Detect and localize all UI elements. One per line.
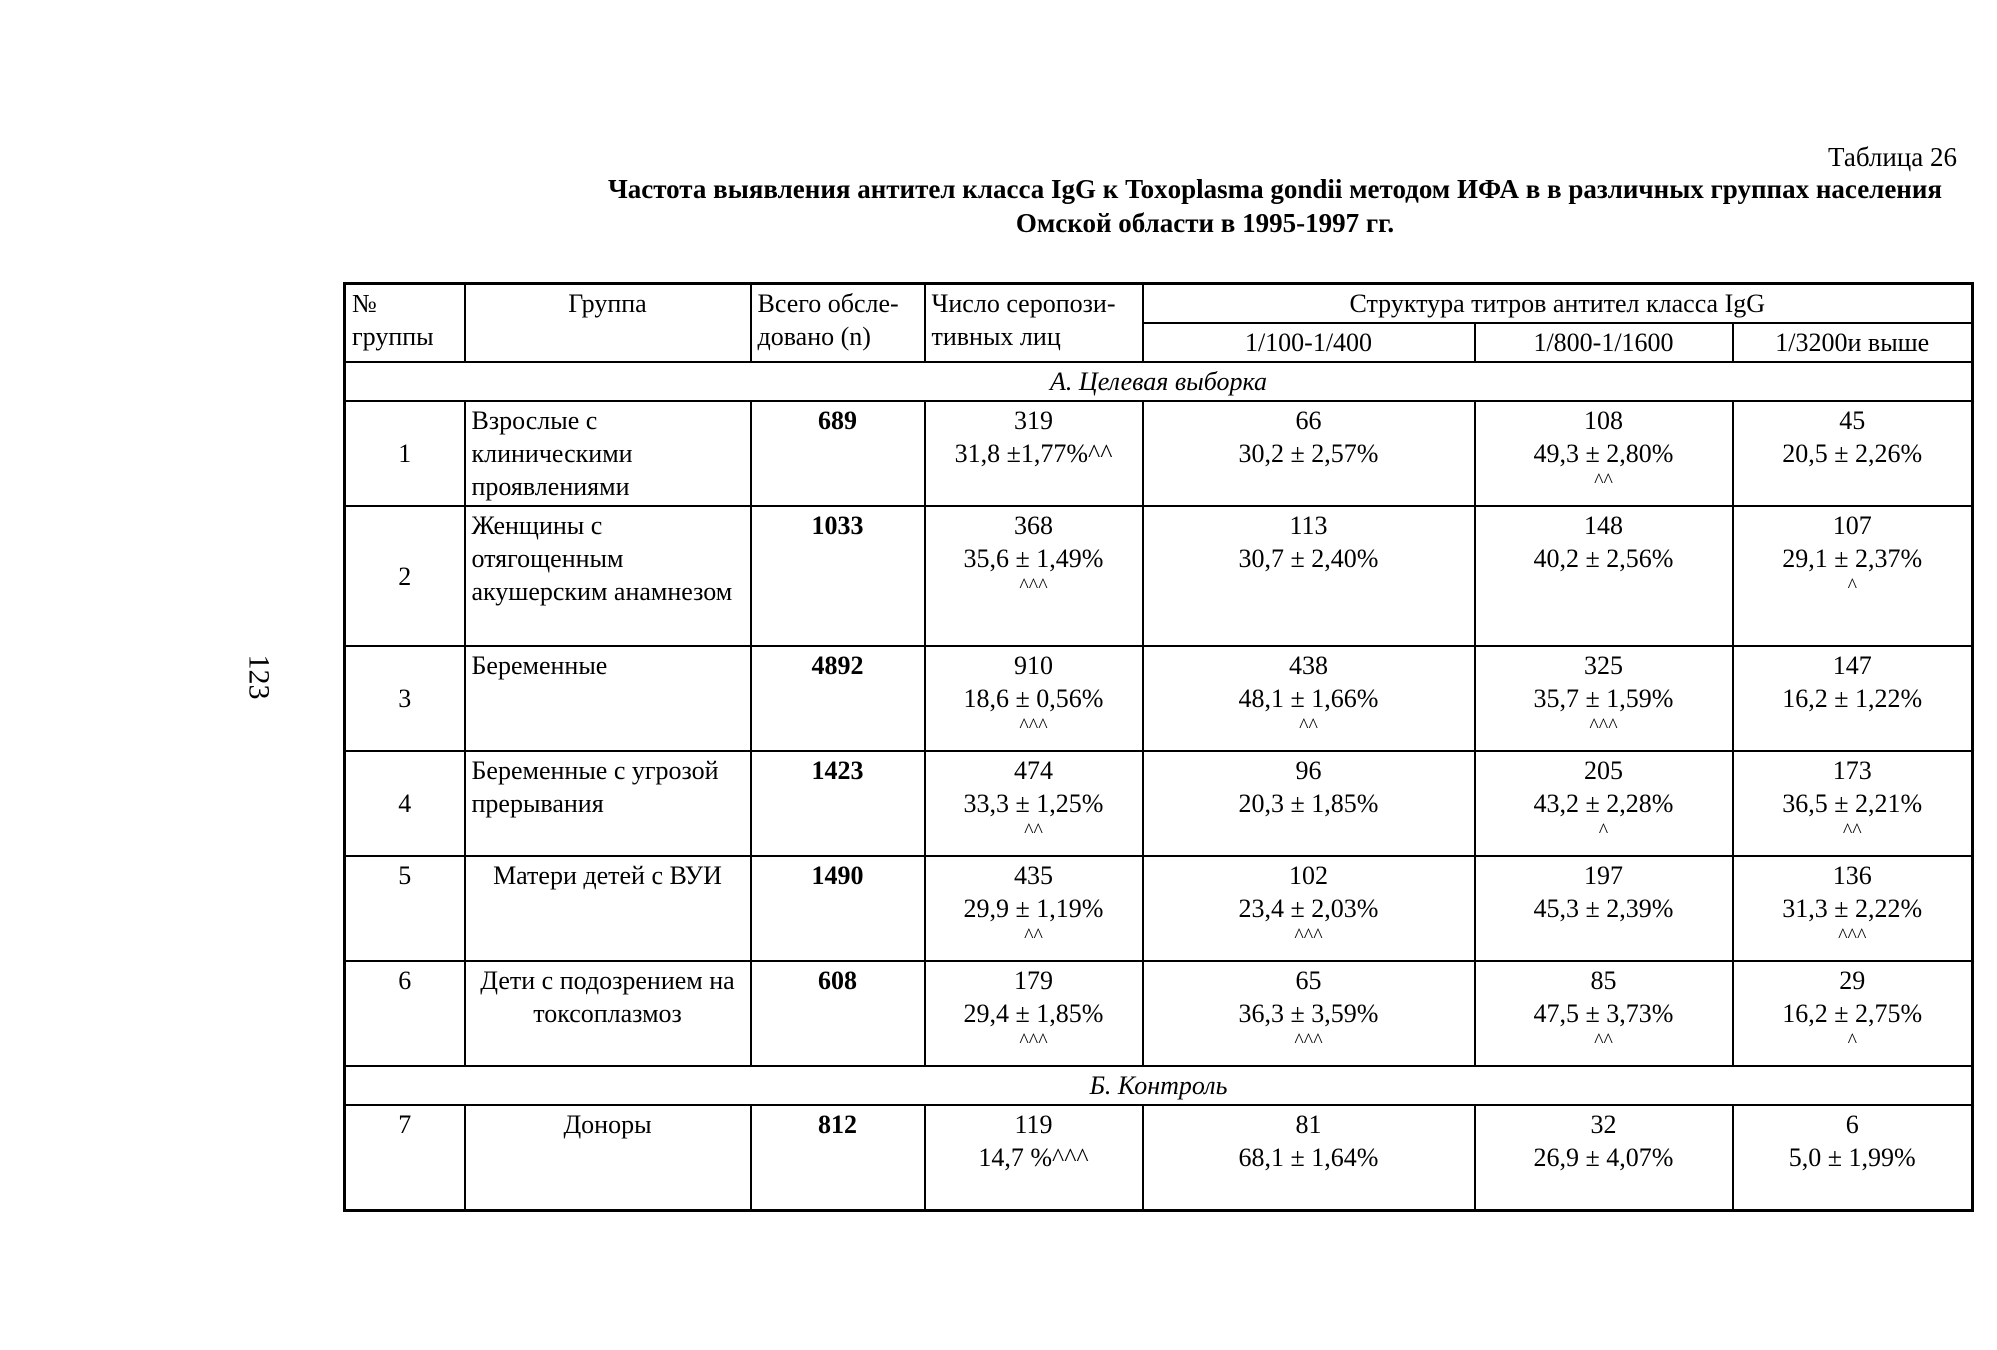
seropositive-percent: 29,4 ± 1,85% xyxy=(963,999,1104,1028)
titer-3-percent: 5,0 ± 1,99% xyxy=(1788,1143,1916,1172)
titer-2-count: 205 xyxy=(1584,756,1623,785)
titer-2-cell xyxy=(1475,961,1733,1066)
group-number: 3 xyxy=(345,646,465,751)
titer-2-count: 197 xyxy=(1584,861,1623,890)
total-examined: 1423 xyxy=(751,751,925,856)
header-positive xyxy=(925,284,1143,363)
total-examined: 608 xyxy=(751,961,925,1066)
titer-1-cell xyxy=(1143,1105,1475,1210)
seropositive-cell xyxy=(925,1105,1143,1210)
titer-2-cell xyxy=(1475,751,1733,856)
total-examined: 812 xyxy=(751,1105,925,1210)
titer-2-percent: 26,9 ± 4,07% xyxy=(1533,1143,1674,1172)
titer-2-percent: 40,2 ± 2,56% xyxy=(1533,544,1674,573)
seropositive-cell xyxy=(925,751,1143,856)
total-examined: 4892 xyxy=(751,646,925,751)
titer-3-cell xyxy=(1733,401,1973,506)
header-positive-line-2: тивных лиц xyxy=(931,322,1061,351)
header-titer-3: 1/3200и выше xyxy=(1733,323,1973,362)
titer-3-count: 29 xyxy=(1839,966,1866,995)
page-number: 123 xyxy=(242,654,276,700)
titer-2-percent: 47,5 ± 3,73% xyxy=(1533,999,1674,1028)
header-num-line-2: группы xyxy=(352,322,434,351)
header-structure: Структура титров антител класса IgG xyxy=(1143,284,1973,324)
titer-2-percent: 49,3 ± 2,80% xyxy=(1533,439,1674,468)
header-total-line-1: Всего обсле- xyxy=(757,289,899,318)
seropositive-cell xyxy=(925,856,1143,961)
seropositive-count: 368 xyxy=(1014,511,1053,540)
titer-1-cell xyxy=(1143,961,1475,1066)
seropositive-count: 474 xyxy=(1014,756,1053,785)
titer-2-percent: 43,2 ± 2,28% xyxy=(1533,789,1674,818)
titer-2-cell xyxy=(1475,506,1733,646)
table-row xyxy=(345,401,1973,506)
section-row-a xyxy=(345,362,1973,401)
titer-1-cell xyxy=(1143,856,1475,961)
group-name: Беременные xyxy=(465,646,751,751)
header-group: Группа xyxy=(465,284,751,363)
group-name: Дети с подозрением на токсоплазмоз xyxy=(465,961,751,1066)
titer-2-significance-mark: ^^ xyxy=(1594,1030,1613,1052)
group-number: 6 xyxy=(345,961,465,1066)
caption-line-1: Частота выявления антител класса IgG к Toxoplasma gondii методом ИФА в в различных группах населения xyxy=(607,174,1943,204)
titer-1-count: 113 xyxy=(1289,511,1328,540)
titer-1-cell xyxy=(1143,646,1475,751)
titer-3-percent: 16,2 ± 2,75% xyxy=(1782,999,1923,1028)
titer-1-percent: 48,1 ± 1,66% xyxy=(1238,684,1379,713)
table-row-control xyxy=(345,1105,1973,1210)
titer-2-cell xyxy=(1475,1105,1733,1210)
titer-3-cell xyxy=(1733,506,1973,646)
seropositive-significance-mark: ^^^ xyxy=(1019,715,1048,737)
section-title-b: Б. Контроль xyxy=(345,1066,1973,1105)
group-number: 2 xyxy=(345,506,465,646)
section-row-b xyxy=(345,1066,1973,1105)
group-number: 4 xyxy=(345,751,465,856)
header-total xyxy=(751,284,925,363)
titer-3-cell xyxy=(1733,961,1973,1066)
titer-1-count: 81 xyxy=(1295,1110,1322,1139)
titer-3-cell xyxy=(1733,1105,1973,1210)
titer-2-count: 85 xyxy=(1590,966,1617,995)
titer-3-count: 147 xyxy=(1832,651,1872,680)
titer-3-percent: 16,2 ± 1,22% xyxy=(1782,684,1923,713)
titer-1-significance-mark: ^^ xyxy=(1299,715,1318,737)
seropositive-percent: 29,9 ± 1,19% xyxy=(963,894,1104,923)
header-titer-1: 1/100-1/400 xyxy=(1143,323,1475,362)
titer-1-percent: 23,4 ± 2,03% xyxy=(1238,894,1379,923)
seropositive-percent: 14,7 %^^^ xyxy=(978,1143,1089,1172)
titer-3-cell xyxy=(1733,856,1973,961)
titer-2-count: 325 xyxy=(1584,651,1623,680)
seropositive-cell xyxy=(925,961,1143,1066)
seropositive-significance-mark: ^^ xyxy=(1024,925,1043,947)
group-name: Матери детей с ВУИ xyxy=(465,856,751,961)
titer-2-significance-mark: ^ xyxy=(1598,820,1609,842)
titer-2-cell xyxy=(1475,856,1733,961)
seropositive-percent: 33,3 ± 1,25% xyxy=(963,789,1104,818)
titer-1-significance-mark: ^^^ xyxy=(1294,925,1323,947)
titer-1-percent: 68,1 ± 1,64% xyxy=(1238,1143,1379,1172)
titer-1-percent: 20,3 ± 1,85% xyxy=(1238,789,1379,818)
titer-3-count: 107 xyxy=(1832,511,1872,540)
seropositive-significance-mark: ^^ xyxy=(1024,820,1043,842)
header-total-line-2: довано (n) xyxy=(757,322,871,351)
titer-3-significance-mark: ^ xyxy=(1847,1030,1857,1052)
titer-1-count: 102 xyxy=(1289,861,1328,890)
titer-1-count: 96 xyxy=(1295,756,1322,785)
titer-1-percent: 36,3 ± 3,59% xyxy=(1238,999,1379,1028)
titer-3-significance-mark: ^^^ xyxy=(1838,925,1867,947)
header-titer-2: 1/800-1/1600 xyxy=(1475,323,1733,362)
titer-3-percent: 20,5 ± 2,26% xyxy=(1782,439,1923,468)
seropositive-count: 435 xyxy=(1014,861,1053,890)
seropositive-cell xyxy=(925,401,1143,506)
table-row xyxy=(345,751,1973,856)
seropositive-significance-mark: ^^^ xyxy=(1019,1030,1048,1052)
group-name: Женщины с отягощенным акушерским анамнезом xyxy=(465,506,751,646)
titer-3-percent: 31,3 ± 2,22% xyxy=(1782,894,1923,923)
group-number: 5 xyxy=(345,856,465,961)
table-row xyxy=(345,646,1973,751)
titer-3-count: 6 xyxy=(1845,1110,1859,1139)
titer-3-count: 173 xyxy=(1832,756,1872,785)
titer-3-count: 45 xyxy=(1839,406,1866,435)
total-examined: 1033 xyxy=(751,506,925,646)
titer-3-significance-mark: ^ xyxy=(1847,575,1857,597)
table-label: Таблица 26 xyxy=(1828,142,1957,172)
titer-2-percent: 45,3 ± 2,39% xyxy=(1533,894,1674,923)
titer-1-significance-mark: ^^^ xyxy=(1294,1030,1323,1052)
titer-1-percent: 30,2 ± 2,57% xyxy=(1238,439,1379,468)
header-row-1 xyxy=(345,284,1973,324)
titer-2-cell xyxy=(1475,646,1733,751)
data-table xyxy=(343,282,1974,1212)
titer-2-count: 32 xyxy=(1590,1110,1617,1139)
group-name: Беременные с угрозой прерывания xyxy=(465,751,751,856)
group-name: Взрослые с клиническими проявлениями xyxy=(465,401,751,506)
titer-3-cell xyxy=(1733,646,1973,751)
header-positive-line-1: Число серопози- xyxy=(931,289,1116,318)
titer-2-significance-mark: ^^ xyxy=(1594,470,1613,492)
titer-2-significance-mark: ^^^ xyxy=(1589,715,1618,737)
titer-2-cell xyxy=(1475,401,1733,506)
seropositive-cell xyxy=(925,646,1143,751)
titer-1-cell xyxy=(1143,751,1475,856)
titer-3-percent: 29,1 ± 2,37% xyxy=(1782,544,1923,573)
titer-1-cell xyxy=(1143,401,1475,506)
section-title-a: А. Целевая выборка xyxy=(345,362,1973,401)
total-examined: 1490 xyxy=(751,856,925,961)
seropositive-percent: 31,8 ±1,77%^^ xyxy=(954,439,1113,468)
table-caption xyxy=(430,172,1980,240)
header-num xyxy=(345,284,465,363)
titer-3-count: 136 xyxy=(1832,861,1872,890)
seropositive-count: 910 xyxy=(1014,651,1053,680)
seropositive-count: 319 xyxy=(1014,406,1053,435)
titer-1-percent: 30,7 ± 2,40% xyxy=(1238,544,1379,573)
titer-1-count: 438 xyxy=(1289,651,1328,680)
titer-3-cell xyxy=(1733,751,1973,856)
titer-1-count: 66 xyxy=(1295,406,1322,435)
table-row xyxy=(345,506,1973,646)
titer-2-count: 108 xyxy=(1584,406,1623,435)
titer-3-significance-mark: ^^ xyxy=(1842,820,1862,842)
seropositive-percent: 18,6 ± 0,56% xyxy=(963,684,1104,713)
seropositive-significance-mark: ^^^ xyxy=(1019,575,1048,597)
titer-2-count: 148 xyxy=(1584,511,1623,540)
group-number: 1 xyxy=(345,401,465,506)
total-examined: 689 xyxy=(751,401,925,506)
titer-2-percent: 35,7 ± 1,59% xyxy=(1533,684,1674,713)
seropositive-count: 119 xyxy=(1014,1110,1053,1139)
seropositive-cell xyxy=(925,506,1143,646)
group-name: Доноры xyxy=(465,1105,751,1210)
table-row xyxy=(345,856,1973,961)
header-num-line-1: № xyxy=(352,289,377,318)
titer-1-cell xyxy=(1143,506,1475,646)
caption-line-2: Омской области в 1995-1997 гг. xyxy=(1015,208,1395,238)
seropositive-percent: 35,6 ± 1,49% xyxy=(963,544,1104,573)
titer-1-count: 65 xyxy=(1295,966,1322,995)
seropositive-count: 179 xyxy=(1014,966,1053,995)
table-row xyxy=(345,961,1973,1066)
titer-3-percent: 36,5 ± 2,21% xyxy=(1782,789,1923,818)
group-number: 7 xyxy=(345,1105,465,1210)
